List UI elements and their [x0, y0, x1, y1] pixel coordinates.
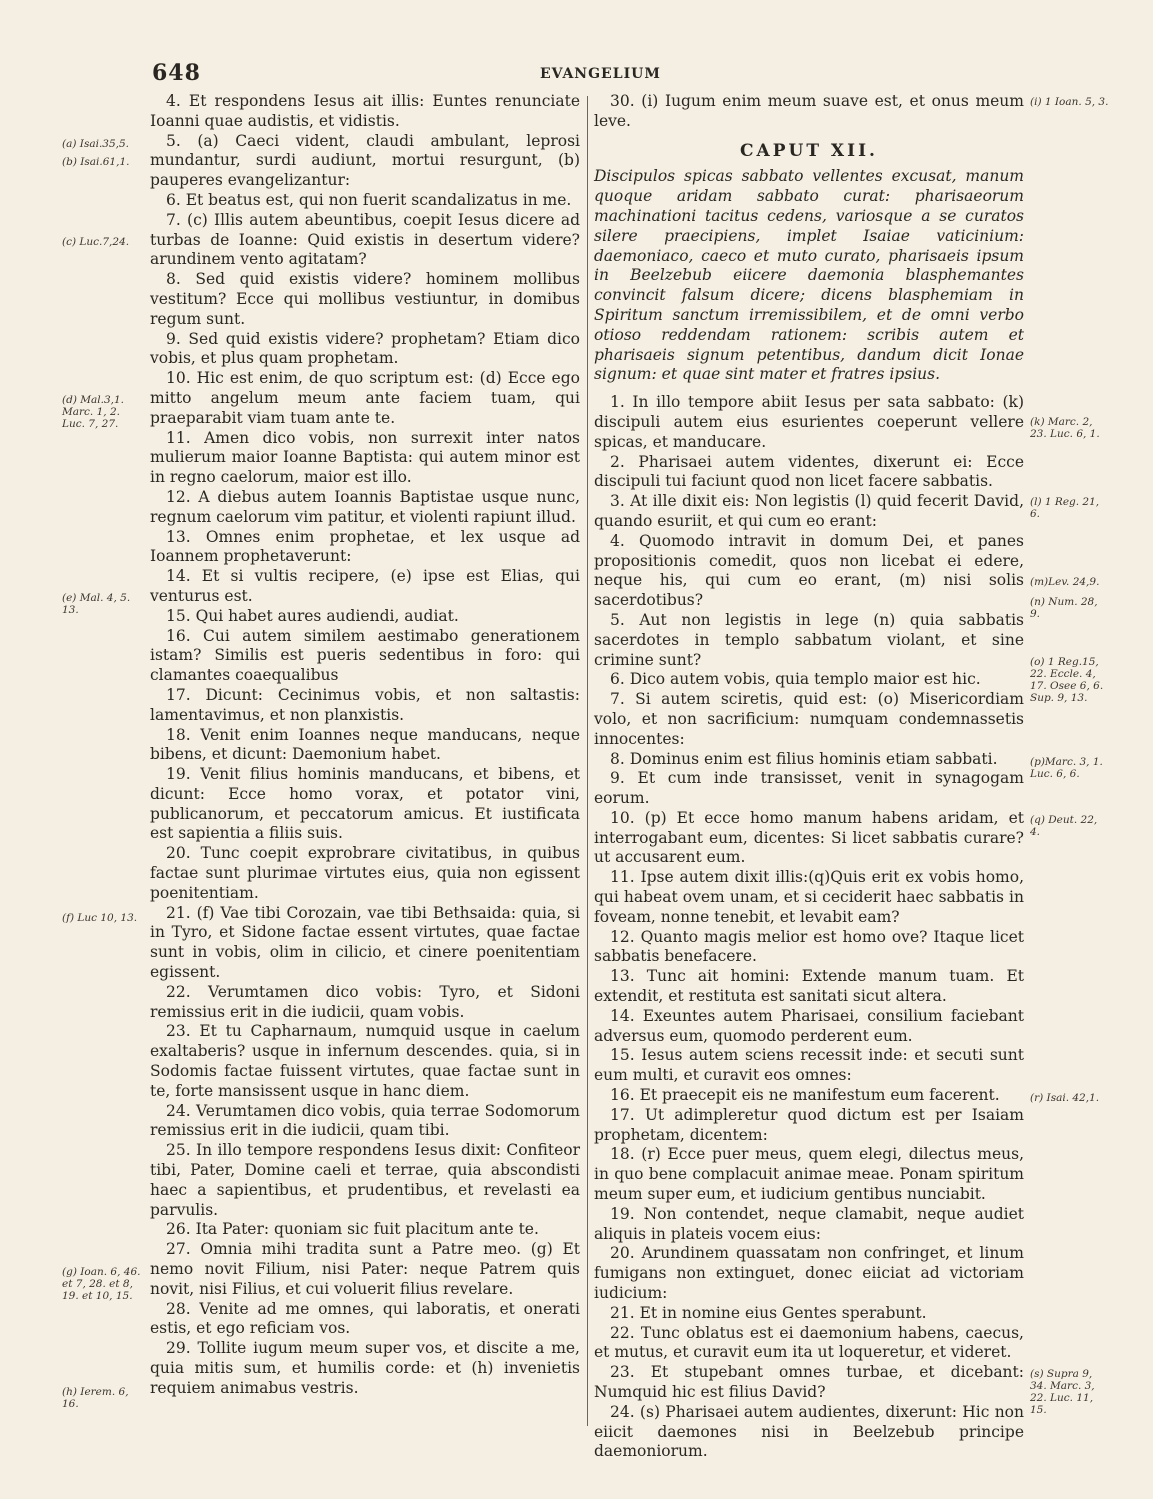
verse: 4. Quomodo intravit in domum Dei, et panes propositionis comedit, quos non licebat ei edere, neque his, qui cum eo erant, (m) nisi solis sacerdotibus? [594, 531, 1024, 610]
verse: 10. (p) Et ecce homo manum habens aridam, et interrogabant eum, dicentes: Si licet sabbatis curare? ut accusarent eum. [594, 808, 1024, 867]
verse: 2. Pharisaei autem videntes, dixerunt ei: Ecce discipuli tui faciunt quod non licet facere sabbatis. [594, 452, 1024, 491]
margin-note: (e) Mal. 4, 5. 13. [62, 592, 131, 616]
verse: 7. Si autem sciretis, quid est: (o) Misericordiam volo, et non sacrificium: numquam condemnassetis innocentes: [594, 690, 1024, 748]
verse: 14. Et si vultis recipere, (e) ipse est Elias, qui venturus est. [150, 567, 580, 605]
margin-note: (c) Luc.7,24. [62, 236, 130, 248]
chapter-title: CAPUT XII. [740, 140, 878, 161]
margin-note: (o) 1 Reg.15, 22. Eccle. 4, 17. Osee 6, 6. Sup. 9, 13. [1030, 656, 1104, 704]
verse: 16. Cui autem similem aestimabo generationem istam? Similis est pueris sedentibus in foro: qui clamantes coaequalibus [150, 626, 580, 685]
verse: 24. (s) Pharisaei autem audientes, dixerunt: Hic non eiicit daemones nisi in Beelzebub principe daemoniorum. [594, 1402, 1024, 1461]
margin-note: (d) Mal.3,1. Marc. 1, 2. Luc. 7, 27. [62, 394, 124, 430]
verse: 8. Dominus enim est filius hominis etiam sabbati. [610, 749, 998, 768]
verse: 19. Non contendet, neque clamabit, neque audiet aliquis in plateis vocem eius: [594, 1204, 1024, 1243]
margin-note: (h) Ierem. 6, 16. [62, 1386, 129, 1410]
verse: 22. Verumtamen dico vobis: Tyro, et Sidoni remissius erit in die iudicii, quam vobis. [150, 982, 580, 1021]
margin-note: (l) 1 Reg. 21, 6. [1030, 496, 1100, 520]
verse: 5. (a) Caeci vident, claudi ambulant, leprosi mundantur, surdi audiunt, mortui resurgunt, (b) pauperes evangelizantur: [150, 131, 580, 190]
verse: 23. Et stupebant omnes turbae, et dicebant: Numquid hic est filius David? [594, 1363, 1024, 1401]
verse: 18. (r) Ecce puer meus, quem elegi, dilectus meus, in quo bene complacuit animae meae. Ponam spiritum meum super eum, et iudicium gentibus nunciabit. [594, 1145, 1024, 1204]
verse: 20. Arundinem quassatam non confringet, et linum fumigans non extinguet, donec eiiciat ad victoriam iudicium: [594, 1244, 1024, 1303]
left-column [150, 92, 580, 1399]
verse: 14. Exeuntes autem Pharisaei, consilium faciebant adversus eum, quomodo perderent eum. [594, 1006, 1024, 1045]
verse: 4. Et respondens Iesus ait illis: Euntes renunciate Ioanni quae audistis, et vidistis. [150, 92, 580, 130]
verse: 26. Ita Pater: quoniam sic fuit placitum ante te. [166, 1220, 539, 1239]
verse: 12. Quanto magis melior est homo ove? Itaque licet sabbatis benefacere. [594, 927, 1024, 966]
verse: 11. Amen dico vobis, non surrexit inter natos mulierum maior Ioanne Baptista: qui autem minor est in regno caelorum, maior est illo. [150, 428, 580, 487]
chapter-summary: Discipulos spicas sabbato vellentes excusat, manum quoque aridam sabbato curat: pharisaeorum machinationi tacitus cedens, variosque a se curatos silere praecipiens, implet Isaiae vaticinium: daemoniaco, caeco et muto curato, pharisaeis ipsum in Beelzebub eiicere daemonia blasphemantes convincit falsum dicere; dicens blasphemiam in Spiritum sanctum irremissibilem, et de omni verbo otioso reddendam rationem: scribis autem et pharisaeis signum petentibus, dandum dicit Ionae signum: et quae sint mater et fratres ipsius. [594, 167, 1024, 384]
margin-note: (f) Luc 10, 13. [62, 912, 138, 924]
verse: 17. Dicunt: Cecinimus vobis, et non saltastis: lamentavimus, et non planxistis. [150, 685, 580, 724]
verse: 28. Venite ad me omnes, qui laboratis, et onerati estis, et ego reficiam vos. [150, 1299, 580, 1338]
verse: 22. Tunc oblatus est ei daemonium habens, caecus, et mutus, et curavit eum ita ut loqueretur, et videret. [594, 1323, 1024, 1362]
margin-note: (q) Deut. 22, 4. [1030, 814, 1098, 838]
verse: 21. (f) Vae tibi Corozain, vae tibi Bethsaida: quia, si in Tyro, et Sidone factae essent virtutes, quae factae sunt in vobis, olim in cilicio, et cinere poenitentiam egissent. [150, 903, 580, 982]
margin-note: (i) 1 Ioan. 5, 3. [1030, 96, 1109, 108]
verse: 11. Ipse autem dixit illis:(q)Quis erit ex vobis homo, qui habeat ovem unam, et si ceciderit haec sabbatis in foveam, nonne tenebit, et levabit eam? [594, 868, 1024, 926]
verse: 10. Hic est enim, de quo scriptum est: (d) Ecce ego mitto angelum meum ante faciem tuam, qui praeparabit viam tuam ante te. [150, 369, 580, 427]
verse: 16. Et praecepit eis ne manifestum eum facerent. [610, 1086, 1000, 1105]
verse: 5. Aut non legistis in lege (n) quia sabbatis sacerdotes in templo sabbatum violant, et sine crimine sunt? [594, 610, 1024, 669]
verse: 24. Verumtamen dico vobis, quia terrae Sodomorum remissius erit in die iudicii, quam tibi. [150, 1101, 580, 1140]
margin-note: (m)Lev. 24,9. [1030, 576, 1100, 588]
verse: 27. Omnia mihi tradita sunt a Patre meo. (g) Et nemo novit Filium, nisi Pater: neque Patrem quis novit, nisi Filius, et cui voluerit filius revelare. [150, 1240, 580, 1298]
verse: 12. A diebus autem Ioannis Baptistae usque nunc, regnum caelorum vim patitur, et violenti rapiunt illud. [150, 487, 580, 526]
verse: 30. (i) Iugum enim meum suave est, et onus meum leve. [594, 92, 1024, 130]
verse: 6. Dico autem vobis, quia templo maior est hic. [610, 670, 981, 689]
verse: 15. Iesus autem sciens recessit inde: et secuti sunt eum multi, et curavit eos omnes: [594, 1046, 1024, 1085]
verse: 29. Tollite iugum meum super vos, et discite a me, quia mitis sum, et humilis corde: et (h) invenietis requiem animabus vestris. [150, 1339, 580, 1397]
verse: 20. Tunc coepit exprobrare civitatibus, in quibus factae sunt plurimae virtutes eius, quia non egissent poenitentiam. [150, 844, 580, 902]
verse: 13. Tunc ait homini: Extende manum tuam. Et extendit, et restituta est sanitati sicut altera. [594, 967, 1024, 1006]
margin-note: (r) Isai. 42,1. [1030, 1092, 1100, 1104]
verse: 3. At ille dixit eis: Non legistis (l) quid fecerit David, quando esuriit, et qui cum eo erant: [594, 492, 1024, 530]
margin-note: (g) Ioan. 6, 46. et 7, 28. et 8, 19. et 10, 15. [62, 1266, 141, 1302]
margin-note: (b) Isai.61,1. [62, 156, 130, 168]
verse: 15. Qui habet aures audiendi, audiat. [166, 606, 459, 625]
verse: 13. Omnes enim prophetae, et lex usque ad Ioannem prophetaverunt: [150, 527, 580, 566]
margin-note: (a) Isai.35,5. [62, 138, 129, 150]
running-head: EVANGELIUM [540, 66, 661, 82]
verse: 19. Venit filius hominis manducans, et bibens, et dicunt: Ecce homo vorax, et potator vini, publicanorum, et peccatorum amicus. Et iustificata est sapientia a filiis suis. [150, 765, 580, 843]
page-number: 648 [152, 60, 201, 86]
verse: 8. Sed quid existis videre? hominem mollibus vestitum? Ecce qui mollibus vestiuntur, in domibus regum sunt. [150, 270, 580, 328]
verse: 9. Et cum inde transisset, venit in synagogam eorum. [594, 769, 1024, 808]
verse: 23. Et tu Capharnaum, numquid usque in caelum exaltaberis? usque in infernum descendes. quia, si in Sodomis factae fuissent virtutes, quae factae sunt in te, forte mansissent usque in hanc diem. [150, 1022, 580, 1100]
verse: 18. Venit enim Ioannes neque manducans, neque bibens, et dicunt: Daemonium habet. [150, 725, 580, 764]
verse: 6. Et beatus est, qui non fuerit scandalizatus in me. [166, 190, 572, 209]
margin-note: (p)Marc. 3, 1. Luc. 6, 6. [1030, 756, 1103, 780]
margin-note: (n) Num. 28, 9. [1030, 596, 1098, 620]
margin-note: (k) Marc. 2, 23. Luc. 6, 1. [1030, 416, 1100, 440]
margin-note: (s) Supra 9, 34. Marc. 3, 22. Luc. 11, 15. [1030, 1368, 1095, 1416]
column-divider [587, 96, 588, 1426]
verse: 1. In illo tempore abiit Iesus per sata sabbato: (k) discipuli autem eius esurientes coeperunt vellere spicas, et manducare. [594, 393, 1024, 451]
verse: 17. Ut adimpleretur quod dictum est per Isaiam prophetam, dicentem: [594, 1105, 1024, 1144]
verse: 7. (c) Illis autem abeuntibus, coepit Iesus dicere ad turbas de Ioanne: Quid existis in desertum videre? arundinem vento agitatam? [150, 210, 580, 269]
verse: 21. Et in nomine eius Gentes sperabunt. [610, 1303, 927, 1322]
verse: 9. Sed quid existis videre? prophetam? Etiam dico vobis, et plus quam prophetam. [150, 329, 580, 368]
verse: 25. In illo tempore respondens Iesus dixit: Confiteor tibi, Pater, Domine caeli et terrae, quia abscondisti haec a sapientibus, et prudentibus, et revelasti ea parvulis. [150, 1141, 580, 1219]
right-column [594, 92, 1024, 1462]
